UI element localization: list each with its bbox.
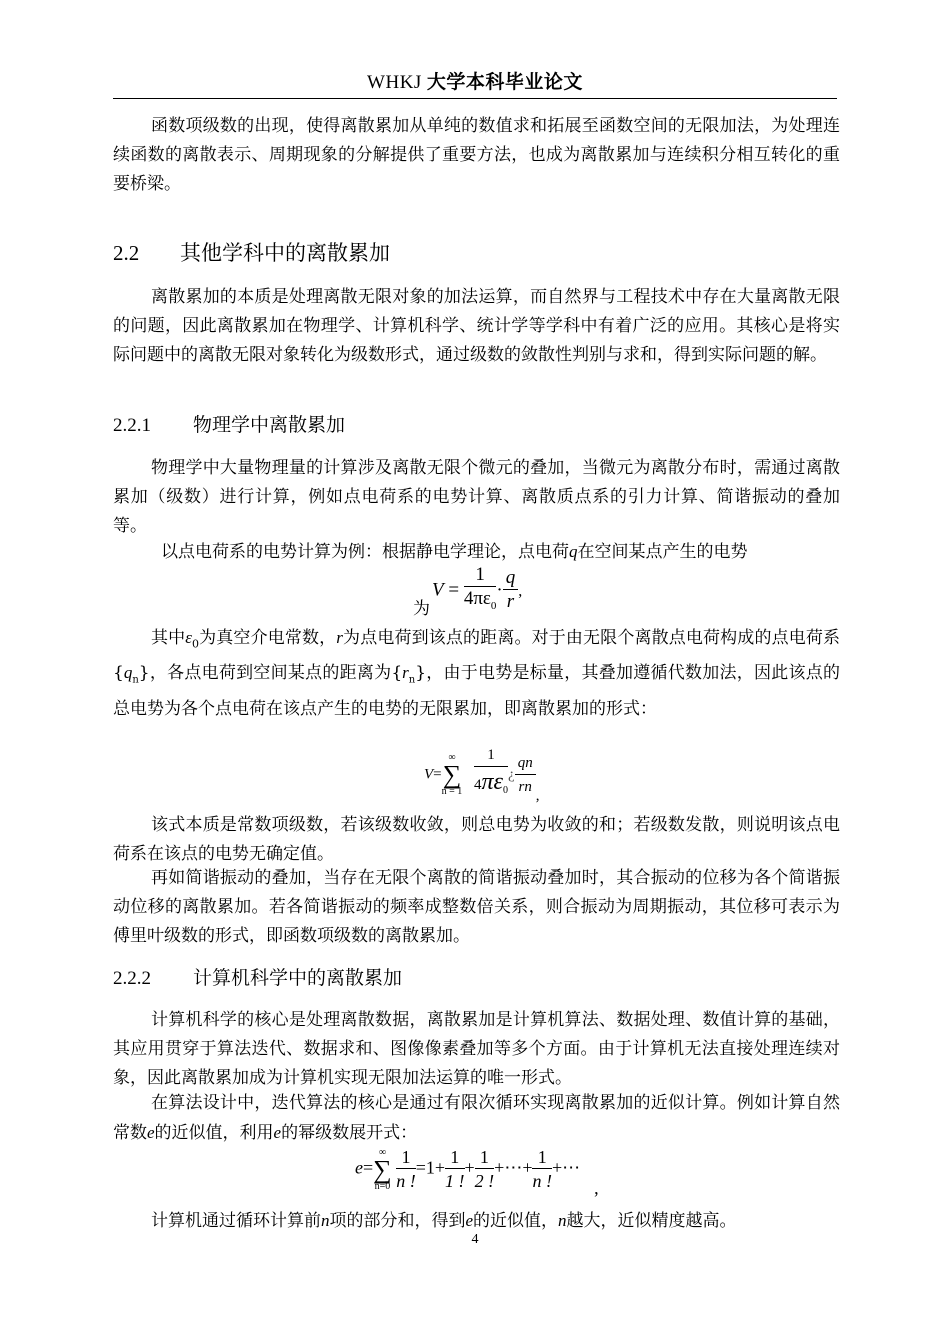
sum-upper: ∞ <box>448 752 456 763</box>
var-e: e <box>273 1123 282 1142</box>
sum-upper: ∞ <box>378 1146 386 1158</box>
comma: , <box>518 582 523 600</box>
section-number: 2.2 <box>113 241 140 265</box>
text-run: 项的部分和，得到 <box>329 1211 466 1231</box>
text-run: 在算法设计中，迭代算法的核心是通过有限次循环实现离散累加的近似计算。例如计算自然常数 <box>113 1093 840 1143</box>
sum-lower: n = 1 <box>441 786 463 797</box>
text-run: 以点电荷系的电势计算为例：根据静电学理论，点电荷 <box>161 542 569 562</box>
comma: , <box>594 1177 599 1198</box>
replacement-glyph: ¿ <box>508 766 515 783</box>
numerator: 1 <box>474 744 508 767</box>
den-part: 4 <box>474 777 482 793</box>
fraction <box>475 1146 495 1193</box>
subsection-title: 计算机科学中的离散累加 <box>193 967 403 989</box>
var-e: e <box>465 1211 474 1230</box>
denominator: n ! <box>532 1171 552 1191</box>
equation-total-potential <box>424 744 539 806</box>
text-run: 其中 <box>151 628 186 648</box>
section-2-2-paragraph: 离散累加的本质是处理离散无限对象的加法运算，而自然界与工程技术中存在大量离散无限的问题，因此离散累加在物理学、计算机科学、统计学等学科中有着广泛的应用。其核心是将实际问题中的离散无限对象转化为级数形式，通过级数的敛散性判别与求和，得到实际问题的解。 <box>113 287 840 365</box>
ellipsis: +⋯ <box>551 1157 581 1178</box>
eq-lhs: V <box>424 766 434 783</box>
text-run: 为点电荷到该点的距离。对于由无限个离散点电荷构成的点电荷系 <box>342 628 841 648</box>
sigma: ∑ <box>442 760 462 789</box>
physics-paragraph-4: 该式本质是常数项级数，若该级数收敛，则总电势为收敛的和；若级数发散，则说明该点电荷系在该点的电势无确定值。 <box>113 815 840 864</box>
denominator: r <box>506 591 515 613</box>
text-run: ，由于电势是标量，其叠加遵循代数加法，因此该点的总电势为各个点电荷在该点产生的电势的无限累加，即离散累加的形式： <box>113 663 841 719</box>
denominator: 2 ! <box>474 1171 495 1191</box>
var-n: n <box>321 1211 330 1230</box>
subscript: 0 <box>192 637 199 651</box>
section-title: 其他学科中的离散累加 <box>180 241 390 265</box>
var-e: e <box>147 1123 155 1142</box>
eq-sign: = <box>448 579 460 601</box>
denominator: rn <box>518 778 532 795</box>
intro-paragraph: 函数项级数的出现，使得离散累加从单纯的数值求和拓展至函数空间的无限加法，为处理连续函数的离散表示、周期现象的分解提供了重要方法，也成为离散累加与连续积分相互转化的重要桥梁。 <box>113 116 840 194</box>
den-pi: πε <box>481 769 504 795</box>
numerator: q <box>503 567 519 590</box>
text-run: 在空间某点产生的电势 <box>577 542 748 562</box>
subscript: n <box>132 674 139 686</box>
set-r-n: $\{r_n\}$ <box>391 663 427 686</box>
dot: · <box>496 579 503 601</box>
fraction <box>396 1146 416 1193</box>
physics-paragraph-1: 物理学中大量物理量的计算涉及离散无限个微元的叠加，当微元为离散分布时，需通过离散累加（级数）进行计算，例如点电荷系的电势计算、离散质点系的引力计算、简谐振动的叠加等。 <box>113 458 840 536</box>
numerator: 1 <box>475 1146 495 1169</box>
sigma: ∑ <box>373 1154 392 1184</box>
denominator <box>464 587 497 618</box>
fraction <box>474 744 508 806</box>
sum-lower: n=0 <box>374 1180 391 1192</box>
denominator: 1 ! <box>445 1171 465 1191</box>
text-run: ，各点电荷到空间某点的距离为 <box>149 663 392 684</box>
den-sub: 0 <box>503 785 509 796</box>
eq-sign: = <box>433 766 442 783</box>
subsection-heading-2-2-2 <box>113 963 402 990</box>
fraction <box>464 564 497 618</box>
eq-text: =1+ <box>415 1157 446 1178</box>
subsection-title: 物理学中离散累加 <box>193 414 346 436</box>
word-wei: 为 <box>413 599 430 619</box>
var-r: r <box>336 628 343 647</box>
subsection-heading-2-2-1 <box>113 410 345 437</box>
eq-lhs: e <box>355 1157 363 1178</box>
eq-sign: = <box>363 1157 374 1178</box>
equation-point-charge-potential <box>432 564 522 618</box>
fraction <box>515 752 536 799</box>
text-run: 计算机通过循环计算前 <box>151 1211 321 1231</box>
subsection-number: 2.2.2 <box>113 968 151 989</box>
text-run: 的幂级数展开式： <box>281 1123 418 1143</box>
header-school: WHKJ <box>367 72 422 93</box>
fraction <box>503 567 519 614</box>
numerator: 1 <box>464 564 497 587</box>
physics-paragraph-5: 再如简谐振动的叠加，当存在无限个离散的简谐振动叠加时，其合振动的位移为各个简谐振动位移的离散累加。若各简谐振动的频率成整数倍关系，则合振动为周期振动，其位移可表示为傅里叶级数的形式，即函数项级数的离散累加。 <box>113 868 840 946</box>
plus: + <box>464 1157 475 1178</box>
ellipsis: +⋯+ <box>494 1157 533 1178</box>
subscript: n <box>408 674 416 686</box>
den-text: 4πε <box>463 588 491 609</box>
text-run: 为真空介电常数， <box>199 628 337 648</box>
cs-paragraph-2 <box>113 1089 840 1148</box>
section-heading-2-2 <box>113 237 390 267</box>
cs-paragraph-1: 计算机科学的核心是处理离散数据，离散累加是计算机算法、数据处理、数值计算的基础，其应用贯穿于算法迭代、数据求和、图像像素叠加等多个方面。由于计算机无法直接处理连续对象，因此离散累加成为计算机实现无限加法运算的唯一形式。 <box>113 1010 840 1088</box>
denominator: n ! <box>396 1171 416 1191</box>
var: r <box>402 663 409 683</box>
var-n: n <box>558 1211 567 1230</box>
page-number: 4 <box>471 1232 479 1247</box>
header-title: 大学本科毕业论文 <box>426 71 583 93</box>
fraction <box>532 1146 552 1193</box>
sum-operator <box>442 753 463 797</box>
den-sub: 0 <box>490 599 497 612</box>
numerator: qn <box>515 752 536 775</box>
subsection-number: 2.2.1 <box>113 415 151 436</box>
var-epsilon: ε <box>185 628 192 647</box>
physics-paragraph-3 <box>113 623 840 724</box>
eq-lhs: V <box>432 579 444 601</box>
sum-operator <box>373 1148 392 1192</box>
physics-paragraph-2 <box>113 537 840 567</box>
running-header <box>113 68 837 99</box>
set-q-n: $\{q_n\}$ <box>113 663 150 686</box>
var-q: q <box>569 542 578 561</box>
fraction <box>445 1146 465 1193</box>
text-run: 的近似值， <box>473 1211 559 1231</box>
equation-e-series <box>355 1146 599 1198</box>
var: q <box>123 663 133 683</box>
numerator: 1 <box>532 1146 552 1169</box>
denominator <box>474 767 508 806</box>
text-run: 越大，近似精度越高。 <box>566 1211 737 1231</box>
numerator: 1 <box>445 1146 465 1169</box>
text-run: 的近似值，利用 <box>154 1123 274 1143</box>
numerator: 1 <box>396 1146 416 1169</box>
comma: , <box>535 788 540 805</box>
